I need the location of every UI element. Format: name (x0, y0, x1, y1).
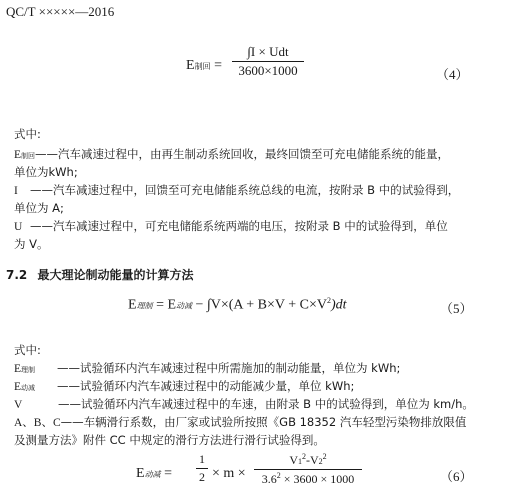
eq6-num-sub2: 2 (318, 457, 323, 466)
def4-symbol: E (14, 363, 22, 375)
eq6-fraction-bar (254, 469, 362, 470)
def5-text: 试验循环内汽车减速过程中的动能减少量，单位 kWh; (80, 379, 355, 393)
eq6-half (196, 452, 208, 485)
eq6-den-sup: 2 (276, 471, 281, 480)
def2-row-2 (14, 378, 354, 394)
def7-text: 车辆滑行系数，由厂家或试验所按照《GB 18352 汽车轻型污染物排放限值 (83, 415, 467, 429)
eq5-rhs3: )dt (330, 297, 347, 313)
def4-dash: —— (57, 361, 81, 375)
where-label-1: 式中: (14, 127, 41, 141)
eq6-num-mid: -V (306, 453, 319, 467)
eq6-number: （6） (440, 469, 473, 484)
eq6-lhs-subscript: 动减 (144, 470, 161, 479)
def1-subscript: 制回 (21, 152, 36, 160)
eq6-fraction (254, 452, 362, 487)
eq6-half-denominator: 2 (199, 470, 205, 484)
section-heading (6, 266, 193, 283)
eq4-fraction-bar (232, 61, 304, 62)
eq4-lhs (186, 58, 222, 74)
eq4-lhs-subscript: 制回 (194, 62, 211, 71)
page-header: QC/T ×××××—2016 (6, 4, 115, 19)
eq5-rhs1-subscript: 动减 (176, 301, 193, 311)
eq6-half-numerator: 1 (199, 452, 205, 466)
eq6-half-bar (196, 468, 208, 469)
def1-cont: 单位为kWh; (14, 165, 78, 179)
eq6-times-m: × m × (212, 466, 246, 481)
def2-symbol: I (14, 185, 18, 197)
eq6-den-tail: × 3600 × 1000 (280, 472, 355, 486)
eq6-equals: = (164, 466, 172, 481)
def2-cont: 单位为 A; (14, 201, 64, 215)
eq6-lhs (136, 466, 172, 482)
eq5 (128, 296, 347, 314)
def6-text: 试验循环内汽车减速过程中的车速，由附录 B 中的试验得到，单位为 km/h。 (81, 397, 474, 411)
def7-cont: 及测量方法》附件 CC 中规定的滑行方法进行滑行试验得到。 (14, 433, 325, 447)
def2-dash: —— (30, 183, 53, 197)
eq4-equals: = (214, 58, 222, 73)
eq4-fraction (232, 44, 304, 79)
def1-row-1 (14, 146, 449, 162)
eq4-lhs-symbol: E (186, 58, 195, 73)
where-label-2: 式中: (14, 343, 41, 357)
def3-text: 汽车减速过程中，可充电储能系统两端的电压，按附录 B 中的试验得到，单位 (53, 219, 448, 233)
def1-dash: —— (35, 147, 59, 161)
eq4-number: （4） (436, 67, 469, 82)
eq4-denominator: 3600×1000 (238, 63, 298, 78)
def3-symbol: U (14, 221, 23, 233)
def4-text: 试验循环内汽车减速过程中所需施加的制动能量，单位为 kWh; (80, 361, 401, 375)
def1-symbol: E (14, 149, 22, 161)
def3-cont: 为 V。 (14, 237, 49, 251)
def1-row-3 (14, 218, 448, 234)
def7-dash: —— (60, 415, 84, 429)
def7-symbol: A、B、C (14, 417, 61, 429)
def2-row-1 (14, 360, 400, 376)
eq6-den-base: 3.6 (261, 472, 277, 486)
def6-dash: —— (58, 397, 81, 411)
def1-text: 汽车减速过程中，由再生制动系统回收，最终回馈至可充电储能系统的能量， (58, 147, 450, 161)
section-title: 最大理论制动能量的计算方法 (37, 268, 194, 282)
def2-row-3 (14, 396, 474, 412)
eq6-denominator (254, 471, 362, 487)
section-number: 7.2 (6, 268, 28, 282)
def3-dash: —— (30, 219, 53, 233)
def2-text: 汽车减速过程中，回馈至可充电储能系统总线的电流，按附录 B 中的试验得到， (53, 183, 460, 197)
eq6-num-sup2: 2 (322, 452, 327, 461)
eq5-rhs2: − ∫V×(A + B×V + C×V (192, 297, 327, 313)
eq6-num-sub1: 1 (298, 457, 302, 466)
eq6-num-v1: V (289, 453, 298, 467)
eq5-lhs-subscript: 理制 (136, 301, 153, 311)
def4-subscript: 理制 (21, 366, 36, 374)
def5-symbol: E (14, 381, 22, 393)
def2-row-4 (14, 414, 466, 430)
eq6-lhs-symbol: E (136, 466, 145, 481)
eq6-numerator (254, 452, 362, 468)
eq5-superscript: 2 (326, 296, 331, 305)
def6-symbol: V (14, 399, 23, 411)
eq4-numerator: ∫I × Udt (247, 44, 289, 59)
eq5-number: （5） (440, 301, 473, 316)
def5-dash: —— (57, 379, 81, 393)
def5-subscript: 动减 (21, 384, 36, 392)
eq6-num-sup1: 2 (302, 452, 306, 461)
eq5-lhs-symbol: E (128, 297, 137, 313)
eq5-rhs1: = E (156, 297, 177, 313)
def1-row-2 (14, 182, 459, 198)
